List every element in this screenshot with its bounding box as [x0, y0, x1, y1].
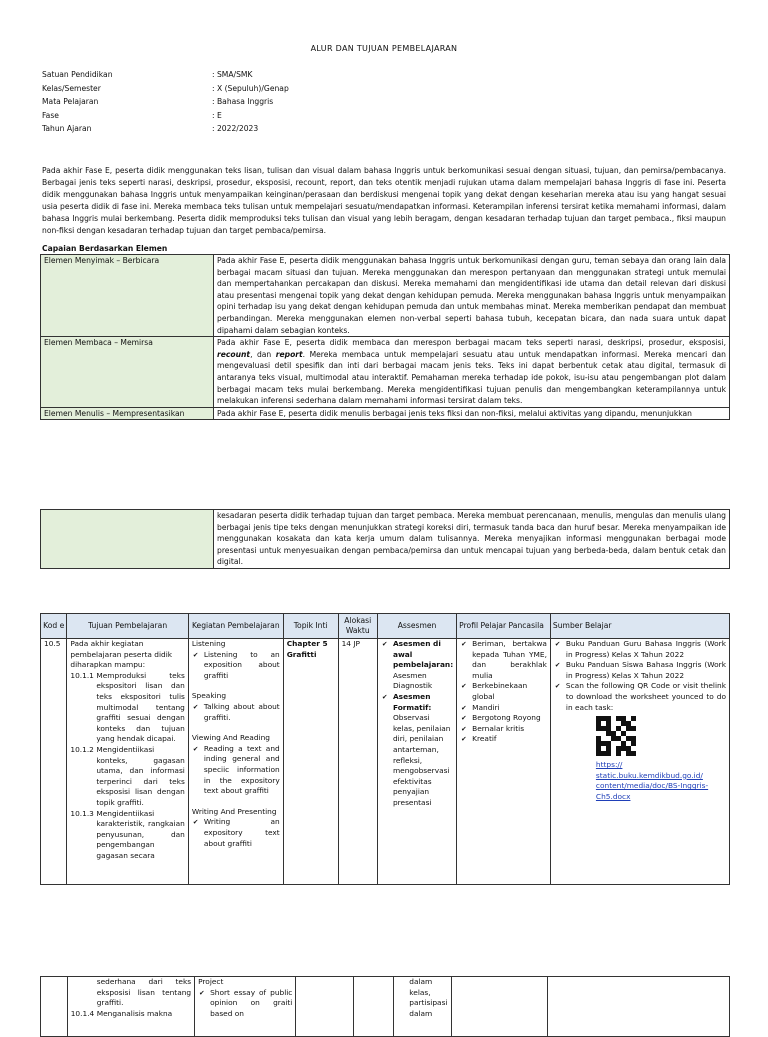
column-header: Tujuan Pembelajaran [67, 614, 188, 639]
meta-row [42, 84, 442, 98]
kegiatan-heading: Speaking [191, 691, 227, 701]
list-item: ✔ Beriman, bertakwa kepada Tuhan YME, dan berakhlak mulia [460, 639, 547, 681]
meta-row [42, 97, 442, 111]
column-header: Kod e [41, 614, 67, 639]
kegiatan-list [192, 817, 280, 849]
column-header: Sumber Belajar [550, 614, 729, 639]
meta-row [42, 111, 442, 125]
list-item: ✔ Bernalar kritis [460, 724, 547, 735]
table-row [41, 255, 730, 337]
table-row [41, 337, 730, 408]
profil-cell [457, 639, 551, 885]
column-header: Alokasi Waktu [338, 614, 377, 639]
list-item: ✔ Asesmen di awal pembelajaran: Asesmen Diagnostik [381, 639, 453, 692]
list-item: ✔ Talking about about graffiti. [192, 702, 280, 723]
kegiatan-heading: Listening [191, 639, 226, 648]
meta-key: Mata Pelajaran [42, 97, 99, 107]
tujuan-item: 10.1.2 Mengidentiikasi konteks, gagasan utama, dan informasi terperinci dari teks eksposisi lisan dengan topik graffiti. [70, 744, 185, 807]
kegiatan-list [192, 650, 280, 682]
tujuan-cell [67, 639, 188, 885]
download-link[interactable]: https:// static.buku.kemdikbud.go.id/ content/media/doc/BS-Inggris-Ch5.docx [595, 760, 709, 801]
list-item: ✔ Scan the following QR Code or visit thelink to download the worksheet younced to do in each task: [554, 681, 726, 713]
table-row [41, 407, 730, 420]
sumber-list [554, 639, 726, 713]
qr-code-icon[interactable] [596, 716, 636, 756]
meta-row [42, 124, 442, 138]
alokasi-cell: 14 JP [338, 639, 377, 885]
kegiatan-heading: Writing And Presenting [191, 806, 277, 816]
column-header: Topik Inti [283, 614, 338, 639]
column-header: Kegiatan Pembelajaran [188, 614, 283, 639]
meta-value: : E [212, 110, 222, 120]
asesmen-cell [377, 639, 456, 885]
tujuan-intro: Pada akhir kegiatan pembelajaran peserta didik diharapkan mampu: [70, 639, 173, 670]
meta-value: : 2022/2023 [212, 124, 259, 134]
meta-row [42, 70, 442, 84]
meta-value: : SMA/SMK [212, 70, 253, 79]
meta-key: Fase [42, 110, 59, 120]
elemen-table-continued [40, 509, 730, 569]
meta-value: : X (Sepuluh)/Genap [212, 83, 289, 93]
kegiatan-list [192, 702, 280, 723]
meta-key: Satuan Pendidikan [42, 70, 113, 79]
elemen-name: Elemen Menyimak – Berbicara [41, 255, 214, 337]
elemen-name-empty [41, 510, 214, 569]
elemen-description: kesadaran peserta didik terhadap tujuan dan target pembaca. Mereka membuat perencanaan, menulis, mengulas dan menulis ulang berbagai jenis tipe teks dengan menunjukkan strategi koreksi diri, termasuk tanda baca dan huruf besar. Mereka menyampaikan ide menggunakan kosakata dan kata kerja umum dalam tulisannya. Mereka menyajikan informasi menggunakan berbagai mode presentasi untuk menyesuaikan dengan pembaca/pemirsa dan untuk mencapai tujuan yang berbeda-beda, dalam bentuk cetak dan digital. [214, 510, 730, 569]
capaian-heading: Capaian Berdasarkan Elemen [42, 244, 168, 253]
metadata-block [42, 70, 442, 138]
list-item: ✔ Short essay of public opinion on graiti based on [198, 988, 292, 1020]
column-header: Profil Pelajar Pancasila [457, 614, 551, 639]
asesmen-cell: dalam kelas, partisipasi dalam [394, 977, 451, 1037]
list-item: ✔ Buku Panduan Guru Bahasa Inggris (Work in Progress) Kelas X Tahun 2022 [554, 639, 726, 660]
asesmen-list [381, 639, 453, 809]
list-item: ✔ Bergotong Royong [460, 713, 547, 724]
elemen-table [40, 254, 730, 420]
elemen-name: Elemen Menulis – Mempresentasikan [41, 407, 214, 420]
code-cell: 10.5 [41, 639, 67, 885]
kegiatan-cell [195, 977, 296, 1037]
tujuan-cell [67, 977, 194, 1037]
kegiatan-heading: Project [198, 977, 224, 986]
elemen-description: Pada akhir Fase E, peserta didik menulis berbagai jenis teks fiksi dan non-fiksi, melalui aktivitas yang dipandu, menunjukkan [214, 407, 730, 420]
column-header: Assesmen [377, 614, 456, 639]
list-item: ✔ Kreatif [460, 734, 547, 745]
list-item: ✔ Asesmen Formatif: Observasi kelas, penilaian diri, penilaian antarteman, refleksi, mengobservasi efektivitas penyajian presentasi [381, 692, 453, 809]
kegiatan-cell [188, 639, 283, 885]
table-header-row [41, 614, 730, 639]
table-row [41, 639, 730, 885]
tujuan-item: 10.1.4 Menganalisis makna [70, 1008, 173, 1018]
learning-table-continued [40, 976, 730, 1037]
topik-cell: Chapter 5 Grafitti [283, 639, 338, 885]
profil-list [460, 639, 547, 745]
table-row [41, 977, 730, 1037]
tujuan-item: 10.1.1 Memproduksi teks ekspositori lisan dan teks ekspositori tulis multimodal tentang graffiti sesuai dengan konteks dan tujuan yang hendak dicapai. [70, 670, 185, 744]
kegiatan-heading: Viewing And Reading [191, 733, 270, 743]
page-title: ALUR DAN TUJUAN PEMBELAJARAN [310, 44, 458, 53]
list-item: ✔ Mandiri [460, 703, 547, 714]
list-item: ✔ Buku Panduan Siswa Bahasa Inggris (Work in Progress) Kelas X Tahun 2022 [554, 660, 726, 681]
list-item: ✔ Berkebinekaan global [460, 681, 547, 702]
elemen-name: Elemen Membaca – Memirsa [41, 337, 214, 408]
meta-key: Kelas/Semester [42, 83, 101, 93]
meta-value: : Bahasa Inggris [212, 97, 274, 107]
tujuan-continued: sederhana dari teks eksposisi lisan tentang graffiti. [96, 977, 192, 1008]
list-item: ✔ Listening to an exposition about graffiti [192, 650, 280, 682]
table-row [41, 510, 730, 569]
list-item: ✔ Writing an expository text about graffiti [192, 817, 280, 849]
intro-paragraph: Pada akhir Fase E, peserta didik menggunakan teks lisan, tulisan dan visual dalam bahasa Inggris untuk berkomunikasi sesuai dengan situasi, tujuan, dan pemirsa/pembacanya. Berbagai jenis teks seperti narasi, deskripsi, prosedur, eksposisi, recount, report, dan teks otentik menjadi rujukan utama dalam mempelajari bahasa Inggris di fase ini. Peserta didik menggunakan bahasa Inggris untuk menyampaikan keinginan/perasaan dan berdiskusi mengenai topik yang dekat dengan keseharian mereka atau isu yang hangat sesuai usia peserta didik di fase ini. Mereka membaca teks tulisan untuk mempelajari sesuatu/mendapatkan informasi. Keterampilan inferensi tersirat ketika memahami informasi, dalam bahasa Inggris mulai berkembang. Peserta didik memproduksi teks tulisan dan visual yang lebih beragam, dengan kesadaran terhadap tujuan dan target pembaca., fiksi maupun non-fiksi dengan kesadaran terhadap tujuan dan target pembaca/pemirsa. [42, 166, 726, 235]
kegiatan-list [192, 744, 280, 797]
meta-key: Tahun Ajaran [42, 124, 92, 134]
elemen-description: Pada akhir Fase E, peserta didik membaca dan merespon berbagai macam teks seperti narasi, deskripsi, prosedur, eksposisi, recount, dan report. Mereka membaca untuk mempelajari sesuatu atau untuk mendapatkan informasi. Mereka mencari dan mengevaluasi detil spesifik dan inti dari berbagai macam jenis teks. Teks ini dapat berbentuk cetak atau digital, termasuk di antaranya teks visual, multimodal atau interaktif. Pemahaman mereka terhadap ide pokok, isu-isu atau pengembangan plot dalam berbagai macam teks mulai berkembang. Mereka mengidentifikasi tujuan penulis dan mengembangkan keterampilannya untuk melakukan inferensi sederhana dalam memahami informasi tersirat dalam teks. [214, 337, 730, 408]
sumber-cell [550, 639, 729, 885]
list-item: ✔ Reading a text and inding general and speciic information in the expository text about graffiti [192, 744, 280, 797]
tujuan-item: 10.1.3 Mengidentiikasi karakteristik, rangkaian penyusunan, dan pengembangan gagasan secara [70, 808, 185, 860]
learning-table [40, 613, 730, 885]
elemen-description: Pada akhir Fase E, peserta didik menggunakan bahasa Inggris untuk berkomunikasi dengan guru, teman sebaya dan orang lain dala berbagai macam situasi dan tujuan. Mereka menggunakan dan merespon pertanyaan dan menggunakan strategi untuk memulai dan mempertahankan percakapan dan diskusi. Mereka memahami dan mengidentifikasi ide utama dan detail relevan dari diskusi atau presentasi mengenai topik yang dekat dengan kehidupan pemuda. Mereka menggunakan bahasa Inggris untuk menyampaikan opini terhadap isu yang dekat dengan kehidupan pemuda dan untuk membahas minat. Mereka memberikan pendapat dan membuat perbandingan. Mereka menggunakan elemen non-verbal seperti bahasa tubuh, kecepatan bicara, dan nada suara untuk dapat dipahami dalam sebagian konteks. [214, 255, 730, 337]
kegiatan-list [198, 988, 292, 1020]
